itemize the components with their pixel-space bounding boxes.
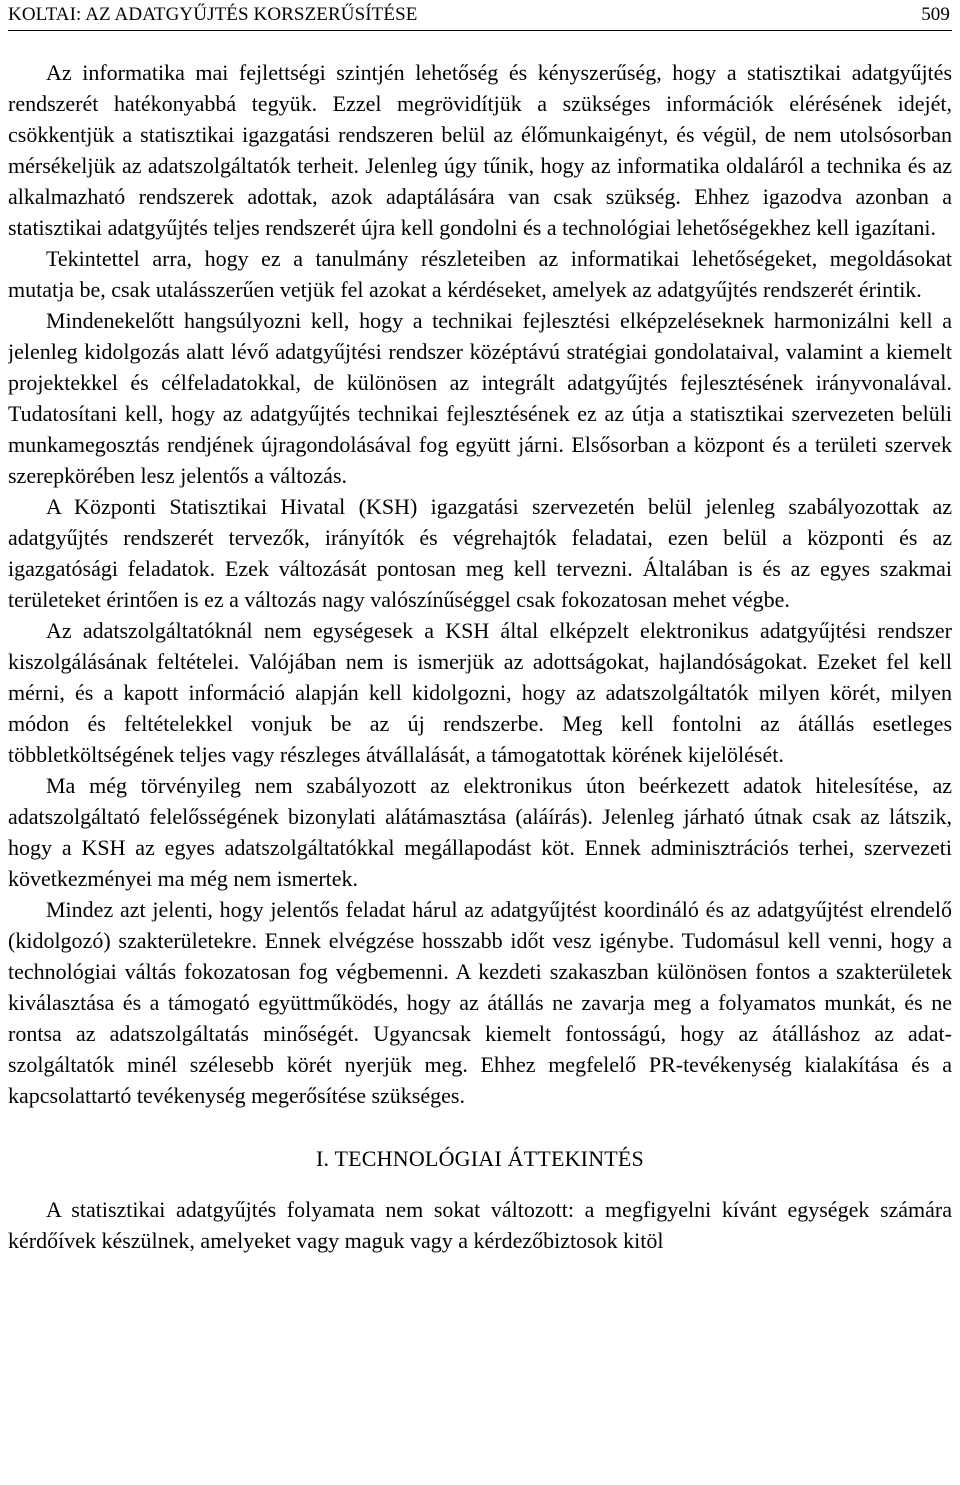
paragraph: Az adatszolgáltatóknál nem egységesek a KSH által elképzelt elektronikus adatgyűjtési rendszer kiszolgálásának feltételei. Valójában nem is ismerjük az adottságokat, hajlandóságokat. Ezeket fel kell mérni, és a kapott információ alapján kell kidolgozni, hogy az adatszolgáltatók milyen körét, milyen módon és feltételekkel vonjuk be az új rendszerbe. Meg kell fontolni az átállás esetleges többletköltségének teljes vagy részleges átvállalását, a támogatottak körének kijelölését. — [8, 618, 952, 767]
paragraph: A Központi Statisztikai Hivatal (KSH) igazgatási szervezetén belül jelenleg szabályozottak az adatgyűjtés rendszerét tervezők, irányítók és végrehajtók feladatai, ezen belül a központi és az igazgatósági feladatok. Ezek változását pontosan meg kell tervezni. Általában is és az egyes szakmai területeket érintően is ez a változás nagy valószínűséggel csak fokozatosan mehet végbe. — [8, 494, 952, 612]
paragraph: Mindenekelőtt hangsúlyozni kell, hogy a technikai fejlesztési elképzeléseknek harmonizálni kell a jelenleg kidolgozás alatt lévő adatgyűjtési rendszer középtávú stratégiai gondolataival, valamint a kiemelt projektekkel és célfeladatokkal, de különösen az integrált adatgyűjtés fejlesztésének irányvonalával. Tudatosítani kell, hogy az adatgyűjtés technikai fejlesztésének ez az útja a statisztikai szervezeten belüli munkamegosztás rendjének újragondolásával fog együtt járni. Elsősorban a központ és a területi szervek szerepkörében lesz jelentős a változás. — [8, 308, 952, 488]
paragraph: Az informatika mai fejlettségi szintjén lehetőség és kényszerűség, hogy a statisztikai adatgyűjtés rendszerét hatékonyabbá tegyük. Ezzel megrövidítjük a szükséges információk elérésének idejét, csökkentjük a statisztikai igazgatási rendszeren belül az élőmunkaigényt, és végül, de nem utolsósorban mérsékeljük az adatszolgáltatók terheit. Jelenleg úgy tűnik, hogy az informatika oldaláról a technika és az alkalmazható rendszerek adottak, azok adaptálására van csak szükség. Ehhez igazodva azonban a statisztikai adatgyűjtés teljes rendszerét újra kell gondolni és a technológiai lehetőségekhez kell igazítani. — [8, 60, 952, 240]
paragraph: A statisztikai adatgyűjtés folyamata nem sokat változott: a megfigyelni kívánt egységek számára kérdőívek készülnek, amelyeket vagy maguk vagy a kérdezőbiztosok kitöl — [8, 1197, 952, 1253]
section-heading: I. TECHNOLÓGIAI ÁTTEKINTÉS — [315, 1146, 644, 1171]
paragraph: Mindez azt jelenti, hogy jelentős feladat hárul az adatgyűjtést koordináló és az adatgyűjtést elrendelő (kidolgozó) szakterületekre. Ennek elvégzése hosszabb időt vesz igénybe. Tudomásul kell venni, hogy a technológiai váltás fokozatosan fog végbemenni. A kezdeti szakaszban különösen fontos a szakterületek kiválasztása és a támogató együttműködés, hogy az átállás ne zavarja meg a folyamatos munkát, és ne rontsa az adatszolgáltatás minőségét. Ugyancsak kiemelt fontosságú, hogy az átálláshoz az adatszolgáltatók minél szélesebb körét nyerjük meg. Ehhez megfelelő PR-tevékenység kialakítása és a kapcsolattartó tevékenység megerősítése szükséges. — [8, 897, 952, 1108]
page-number: 509 — [921, 4, 950, 25]
paragraph: Tekintettel arra, hogy ez a tanulmány részleteiben az informatikai lehetőségeket, megoldásokat mutatja be, csak utalásszerűen vetjük fel azokat a kérdéseket, amelyek az adatgyűjtés rendszerét érintik. — [8, 246, 952, 302]
body-text — [8, 57, 952, 1256]
paragraph: Ma még törvényileg nem szabályozott az elektronikus úton beérkezett adatok hitelesítése, az adatszolgáltató felelősségének bizonylati alátámasztása (aláírás). Jelenleg járható útnak csak az látszik, hogy a KSH az egyes adatszolgáltatókkal megállapodást köt. Ennek adminisztrációs terhei, szervezeti következményei ma még nem ismertek. — [8, 773, 952, 891]
running-header — [8, 0, 952, 31]
document-page — [8, 0, 952, 1485]
running-header-title: KOLTAI: AZ ADATGYŰJTÉS KORSZERŰSÍTÉSE — [8, 4, 418, 25]
